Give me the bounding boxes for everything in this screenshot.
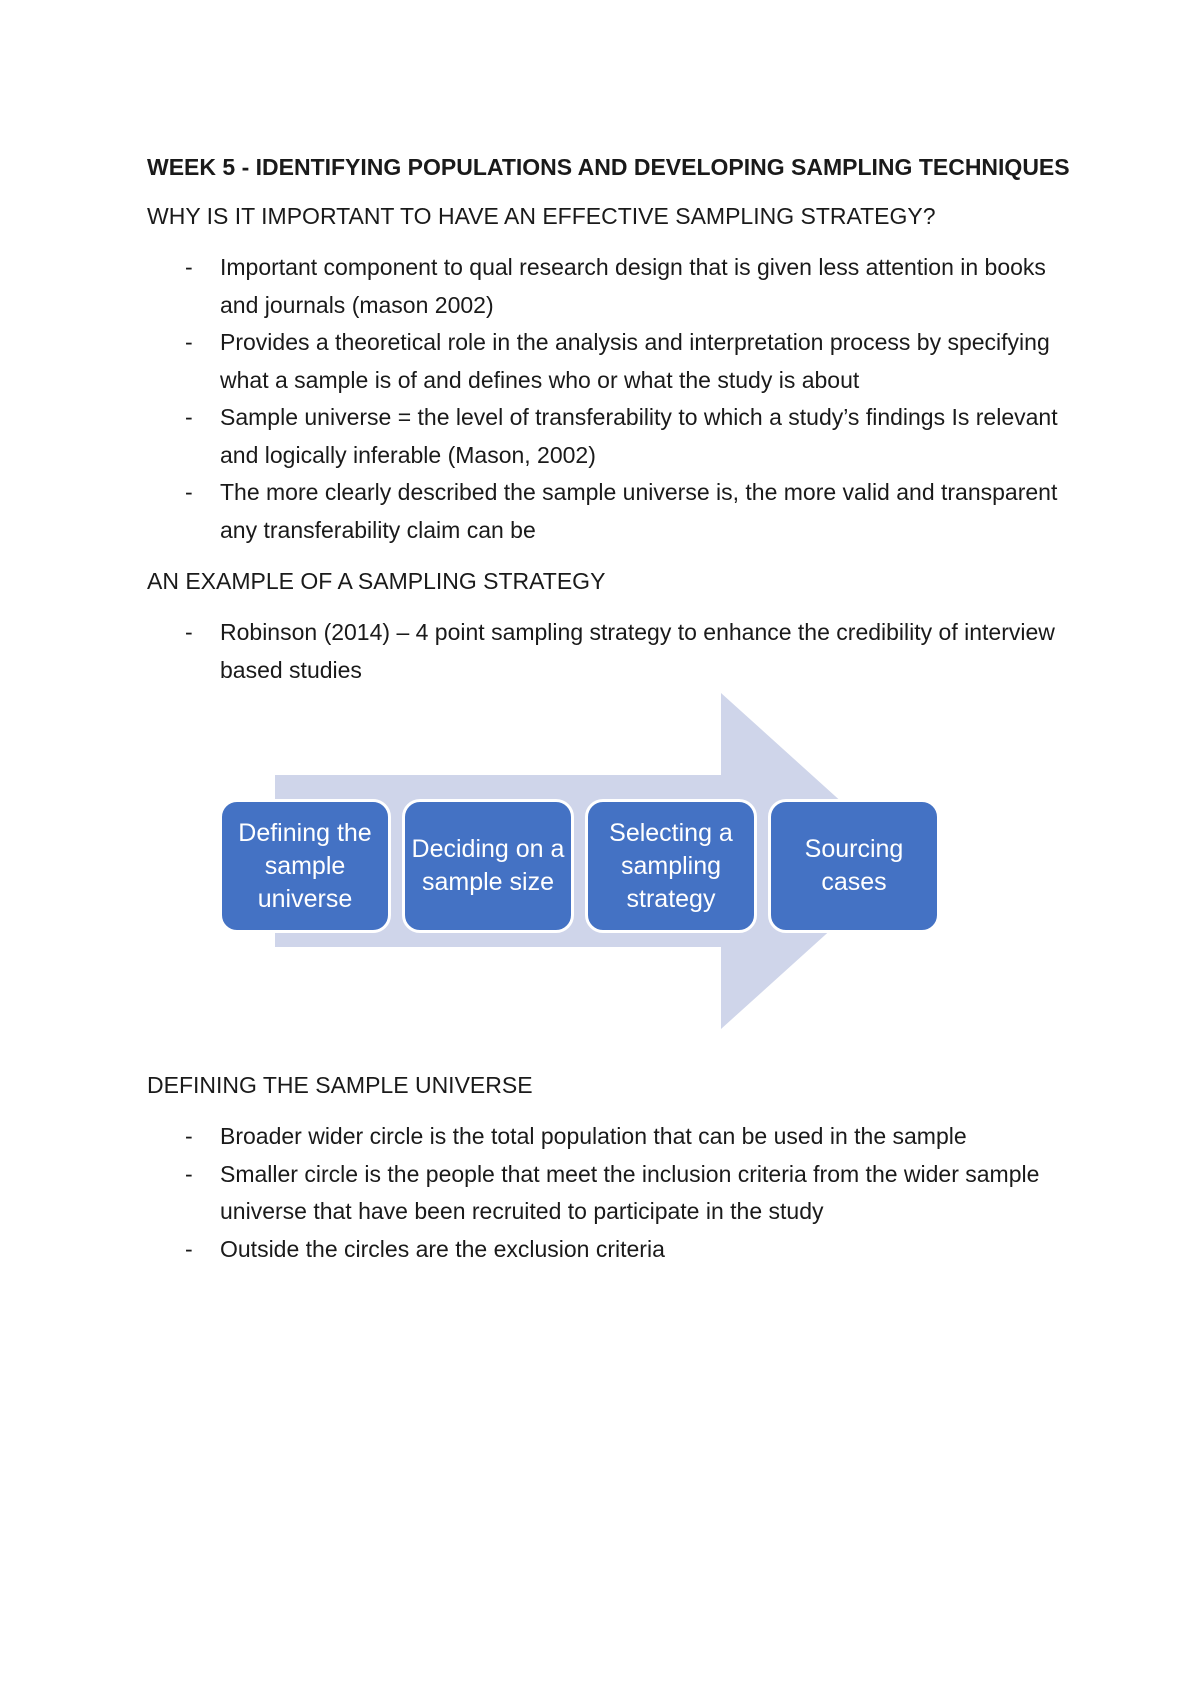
section-heading-why-sampling: WHY IS IT IMPORTANT TO HAVE AN EFFECTIVE SAMPLING STRATEGY? xyxy=(147,203,936,229)
step-defining-sample-universe: Defining the sample universe xyxy=(219,799,391,933)
bullet-dash: - xyxy=(185,329,193,355)
document-title: WEEK 5 - IDENTIFYING POPULATIONS AND DEVELOPING SAMPLING TECHNIQUES xyxy=(147,154,1070,180)
bullet-dash: - xyxy=(185,619,193,645)
list-item xyxy=(147,1118,1077,1156)
bullet-text: Outside the circles are the exclusion criteria xyxy=(220,1235,665,1262)
bullet-text: Smaller circle is the people that meet the inclusion criteria from the wider sample universe that have been recruited to participate in the study xyxy=(220,1160,1040,1224)
list-item xyxy=(147,324,1077,399)
bullet-dash: - xyxy=(185,404,193,430)
bullet-text: The more clearly described the sample universe is, the more valid and transparent any transferability claim can be xyxy=(220,479,1058,543)
section-heading-example-strategy: AN EXAMPLE OF A SAMPLING STRATEGY xyxy=(147,568,606,594)
list-item xyxy=(147,399,1077,474)
bullet-dash: - xyxy=(185,254,193,280)
bullet-dash: - xyxy=(185,1160,193,1187)
bullet-text: Robinson (2014) – 4 point sampling strategy to enhance the credibility of interview based studies xyxy=(220,619,1055,683)
step-deciding-sample-size: Deciding on a sample size xyxy=(402,799,574,933)
bullet-dash: - xyxy=(185,1123,193,1149)
bullet-list-example-strategy xyxy=(147,614,1077,689)
bullet-list-defining-universe xyxy=(147,1118,1077,1268)
bullet-text: Broader wider circle is the total population that can be used in the sample xyxy=(220,1123,967,1149)
section-heading-defining-universe: DEFINING THE SAMPLE UNIVERSE xyxy=(147,1072,533,1098)
sampling-process-diagram xyxy=(147,693,1077,1043)
bullet-dash: - xyxy=(185,479,193,505)
list-item xyxy=(147,1156,1077,1231)
step-sourcing-cases: Sourcing cases xyxy=(768,799,940,933)
step-selecting-sampling-strategy: Selecting a sampling strategy xyxy=(585,799,757,933)
bullet-text: Sample universe = the level of transferability to which a study’s findings Is relevant and logically inferable (Mason, 2002) xyxy=(220,404,1058,468)
list-item xyxy=(147,249,1077,324)
bullet-text: Provides a theoretical role in the analysis and interpretation process by specifying what a sample is of and defines who or what the study is about xyxy=(220,329,1050,393)
bullet-list-why-sampling xyxy=(147,249,1077,549)
list-item xyxy=(147,474,1077,549)
list-item xyxy=(147,1231,1077,1269)
document-body xyxy=(147,148,1077,1282)
list-item xyxy=(147,614,1077,689)
bullet-text: Important component to qual research design that is given less attention in books and journals (mason 2002) xyxy=(220,254,1046,318)
bullet-dash: - xyxy=(185,1235,193,1262)
